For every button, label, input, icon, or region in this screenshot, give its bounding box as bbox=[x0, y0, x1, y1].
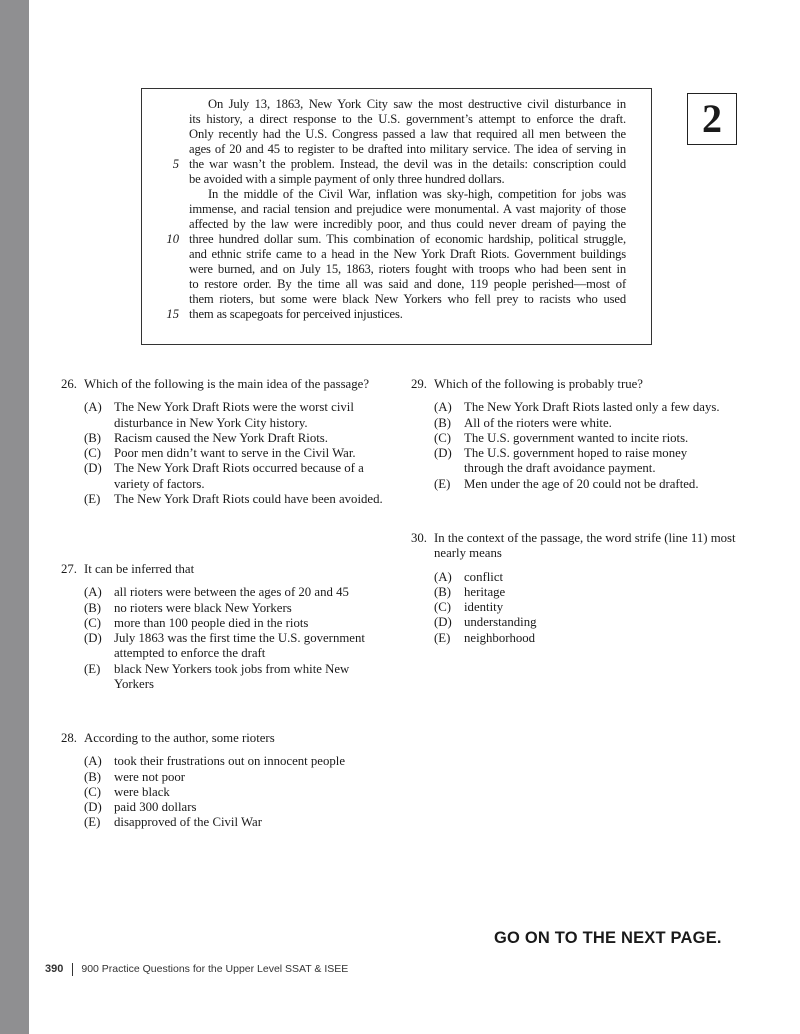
choice-text: The New York Draft Riots occurred because of a variety of factors. bbox=[114, 461, 364, 491]
answer-choice-a[interactable] bbox=[61, 585, 391, 600]
choice-letter: (A) bbox=[84, 754, 102, 769]
choice-letter: (B) bbox=[434, 415, 452, 430]
footer-divider bbox=[72, 963, 73, 976]
answer-choice-c[interactable] bbox=[411, 600, 741, 615]
choice-text: neighborhood bbox=[464, 630, 536, 645]
choice-text: The U.S. government wanted to incite riots. bbox=[464, 430, 689, 445]
question-text: Which of the following is probably true? bbox=[434, 377, 643, 391]
choice-letter: (C) bbox=[84, 784, 102, 799]
line-number: 10 bbox=[166, 232, 179, 246]
choice-letter: (E) bbox=[84, 815, 101, 830]
choice-text: conflict bbox=[464, 569, 504, 584]
choice-letter: (D) bbox=[84, 800, 102, 815]
choice-letter: (E) bbox=[434, 630, 451, 645]
choice-text: Men under the age of 20 could not be drafted. bbox=[464, 476, 699, 491]
choice-letter: (A) bbox=[434, 569, 452, 584]
question-number: 30. bbox=[411, 531, 427, 545]
line-number: 15 bbox=[166, 307, 179, 321]
choice-letter: (E) bbox=[84, 492, 101, 507]
passage-line: three hundred dollar sum. This combination of economic hardship, political struggle, bbox=[189, 232, 626, 246]
section-number: 2 bbox=[687, 93, 737, 145]
choice-letter: (B) bbox=[84, 430, 102, 445]
question-text: In the context of the passage, the word strife (line 11) most nearly means bbox=[434, 531, 736, 561]
answer-choice-a[interactable] bbox=[411, 570, 741, 585]
answer-choice-d[interactable] bbox=[411, 446, 709, 477]
choice-text: heritage bbox=[464, 584, 506, 599]
answer-choice-e[interactable] bbox=[411, 631, 741, 646]
choice-text: The U.S. government hoped to raise money through the draft avoidance payment. bbox=[464, 446, 688, 476]
passage-line: In the middle of the Civil War, inflation was sky-high, competition for jobs was bbox=[208, 187, 626, 201]
question-stem bbox=[61, 377, 391, 392]
choice-letter: (B) bbox=[84, 769, 102, 784]
answer-choice-e[interactable] bbox=[61, 815, 391, 830]
question-27 bbox=[61, 562, 391, 692]
choice-letter: (D) bbox=[434, 615, 452, 630]
choice-text: were not poor bbox=[114, 769, 186, 784]
choice-text: Racism caused the New York Draft Riots. bbox=[114, 430, 328, 445]
choice-text: All of the rioters were white. bbox=[464, 415, 612, 430]
answer-choice-b[interactable] bbox=[411, 585, 741, 600]
answer-choice-d[interactable] bbox=[411, 615, 741, 630]
choice-letter: (D) bbox=[84, 631, 102, 646]
choice-text: all rioters were between the ages of 20 and 45 bbox=[114, 585, 349, 600]
choice-letter: (C) bbox=[84, 446, 102, 461]
passage-line: were burned, and on July 15, 1863, rioters fought with troops who had been sent in bbox=[189, 262, 626, 276]
question-stem bbox=[411, 377, 751, 392]
choice-letter: (C) bbox=[434, 430, 452, 445]
question-text: It can be inferred that bbox=[84, 562, 195, 576]
choice-text: disapproved of the Civil War bbox=[114, 815, 263, 830]
answer-choice-a[interactable] bbox=[61, 754, 391, 769]
answer-choice-d[interactable] bbox=[61, 461, 391, 492]
answer-choice-c[interactable] bbox=[61, 785, 391, 800]
passage-line: be avoided with a simple payment of only three hundred dollars. bbox=[189, 172, 505, 186]
choice-text: black New Yorkers took jobs from white New Yorkers bbox=[114, 661, 350, 692]
choice-text: The New York Draft Riots lasted only a few days. bbox=[464, 400, 720, 415]
question-text: According to the author, some rioters bbox=[84, 731, 275, 745]
answer-choice-b[interactable] bbox=[61, 601, 391, 616]
choice-text: no rioters were black New Yorkers bbox=[114, 600, 292, 615]
page-footer bbox=[45, 961, 348, 977]
passage-line: the war wasn’t the problem. Instead, the devil was in the details: conscription could bbox=[189, 157, 626, 171]
passage-line: them as scapegoats for perceived injustices. bbox=[189, 307, 403, 321]
choice-letter: (D) bbox=[434, 446, 452, 461]
passage-line: its history, a direct response to the U.S. government’s attempt to enforce the draft. bbox=[189, 112, 626, 126]
passage-line: ages of 20 and 45 to register to be drafted into military service. The idea of serving in bbox=[189, 142, 626, 156]
passage-line: them rioters, but some were black New Yorkers who fell prey to racists who used bbox=[189, 292, 626, 306]
answer-choice-c[interactable] bbox=[411, 431, 751, 446]
passage-line: Only recently had the U.S. Congress passed a law that required all men between the bbox=[189, 127, 626, 141]
choice-letter: (E) bbox=[84, 661, 101, 676]
answer-choice-c[interactable] bbox=[61, 616, 391, 631]
choice-letter: (B) bbox=[84, 600, 102, 615]
answer-choice-b[interactable] bbox=[61, 770, 391, 785]
choice-text: July 1863 was the first time the U.S. government attempted to enforce the draft bbox=[114, 631, 365, 661]
choice-text: more than 100 people died in the riots bbox=[114, 615, 309, 630]
passage-line: to restore order. By the time all was said and done, 119 people perished—most of bbox=[189, 277, 626, 291]
question-30 bbox=[411, 531, 741, 646]
line-number: 5 bbox=[172, 157, 179, 171]
choice-letter: (D) bbox=[84, 461, 102, 476]
passage-line: immense, and racial tension and prejudice were monumental. A vast majority of those bbox=[189, 202, 626, 216]
question-number: 28. bbox=[61, 731, 77, 745]
choice-text: identity bbox=[464, 600, 504, 615]
choice-text: Poor men didn’t want to serve in the Civil War. bbox=[114, 446, 356, 461]
answer-choice-b[interactable] bbox=[411, 416, 751, 431]
choice-text: The New York Draft Riots could have been avoided. bbox=[114, 492, 383, 507]
answer-choice-d[interactable] bbox=[61, 800, 391, 815]
choice-text: understanding bbox=[464, 615, 537, 630]
choice-letter: (B) bbox=[434, 584, 452, 599]
go-on-notice: GO ON TO THE NEXT PAGE. bbox=[494, 929, 722, 947]
answer-choice-a[interactable] bbox=[61, 400, 391, 431]
choice-letter: (A) bbox=[434, 400, 452, 415]
reading-passage bbox=[141, 88, 652, 345]
question-text: Which of the following is the main idea of the passage? bbox=[84, 377, 369, 391]
question-stem bbox=[61, 731, 391, 746]
choice-letter: (C) bbox=[434, 600, 452, 615]
choice-letter: (C) bbox=[84, 615, 102, 630]
question-28 bbox=[61, 731, 391, 831]
choice-text: were black bbox=[114, 784, 170, 799]
question-number: 26. bbox=[61, 377, 77, 391]
choice-text: took their frustrations out on innocent people bbox=[114, 754, 346, 769]
passage-line: On July 13, 1863, New York City saw the most destructive civil disturbance in bbox=[208, 97, 626, 111]
choice-text: The New York Draft Riots were the worst civil disturbance in New York City history. bbox=[114, 400, 354, 430]
answer-choice-c[interactable] bbox=[61, 446, 391, 461]
answer-choice-e[interactable] bbox=[61, 662, 391, 693]
answer-choice-e[interactable] bbox=[61, 492, 391, 507]
answer-choice-a[interactable] bbox=[411, 400, 751, 415]
question-stem bbox=[411, 531, 741, 562]
page-number: 390 bbox=[45, 963, 64, 975]
passage-line: affected by the law were incredibly poor, and thus could never dream of paying the bbox=[189, 217, 626, 231]
choice-letter: (A) bbox=[84, 400, 102, 415]
answer-choice-d[interactable] bbox=[61, 631, 391, 662]
passage-line: and ethnic strife came to a head in the New York Draft Riots. Government buildings bbox=[189, 247, 626, 261]
question-stem bbox=[61, 562, 391, 577]
book-title: 900 Practice Questions for the Upper Level SSAT & ISEE bbox=[81, 963, 349, 975]
choice-letter: (E) bbox=[434, 476, 451, 491]
choice-letter: (A) bbox=[84, 585, 102, 600]
question-number: 29. bbox=[411, 377, 427, 391]
question-number: 27. bbox=[61, 562, 77, 576]
question-26 bbox=[61, 377, 391, 507]
choice-text: paid 300 dollars bbox=[114, 800, 197, 815]
question-29 bbox=[411, 377, 751, 492]
answer-choice-e[interactable] bbox=[411, 477, 751, 492]
page-edge-bar bbox=[0, 0, 29, 1034]
answer-choice-b[interactable] bbox=[61, 431, 391, 446]
